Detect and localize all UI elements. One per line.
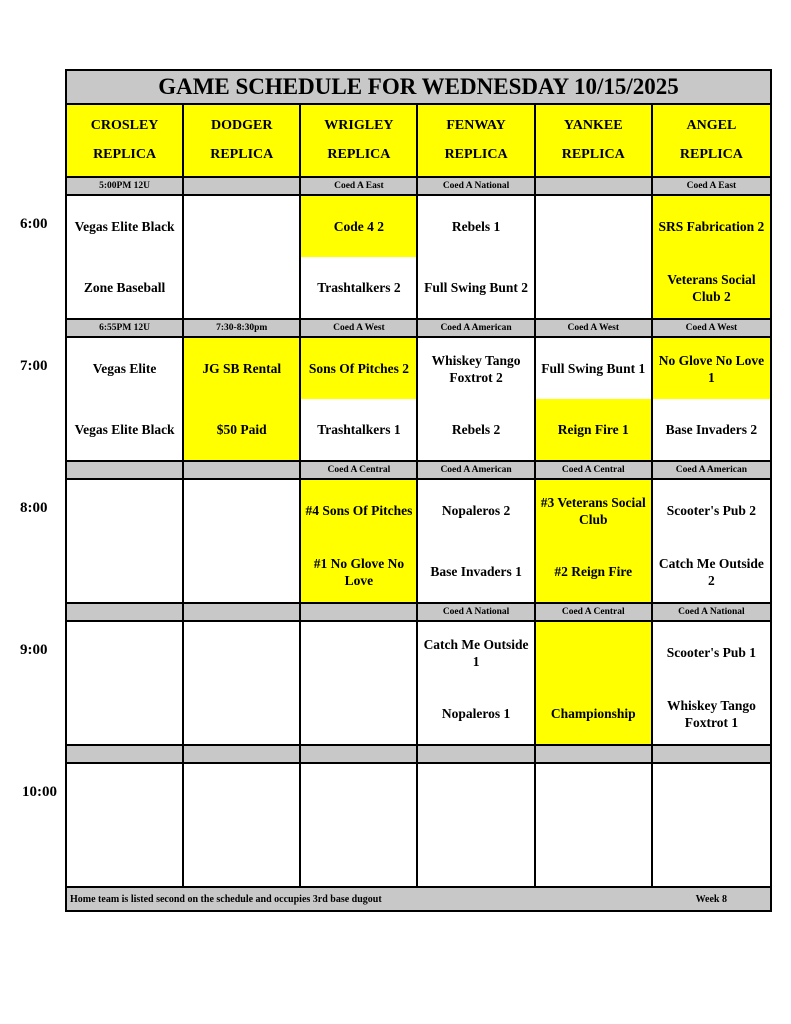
footer-note: Home team is listed second on the schedule and occupies 3rd base dugout	[70, 893, 382, 905]
time-slot-row	[67, 338, 770, 462]
time-slot-row	[67, 622, 770, 746]
away-team-cell	[184, 480, 299, 541]
division-label: Coed A National	[653, 604, 770, 620]
field-header-crosley	[67, 105, 184, 176]
field-column	[653, 764, 770, 886]
away-team-cell: Vegas Elite Black	[74, 219, 175, 234]
division-label	[418, 746, 535, 762]
division-label: Coed A West	[653, 320, 770, 336]
division-label: Coed A Central	[536, 604, 653, 620]
away-team-cell: SRS Fabrication 2	[653, 196, 770, 257]
away-team-cell	[418, 764, 533, 825]
field-column	[653, 622, 770, 744]
home-team-cell	[67, 541, 182, 602]
field-header-wrigley	[301, 105, 418, 176]
division-header-row	[67, 746, 770, 764]
away-team-cell: Full Swing Bunt 1	[541, 361, 646, 376]
field-sub: REPLICA	[327, 147, 391, 163]
division-label	[184, 604, 301, 620]
field-column	[418, 338, 535, 460]
away-team-cell	[67, 480, 182, 541]
home-team-cell: #2 Reign Fire	[536, 541, 651, 602]
home-team-cell	[67, 683, 182, 744]
field-column	[418, 764, 535, 886]
field-column	[301, 338, 418, 460]
division-label: Coed A National	[418, 178, 535, 194]
division-label: Coed A American	[418, 462, 535, 478]
division-header-row	[67, 604, 770, 622]
away-team-cell: Scooter's Pub 2	[666, 503, 757, 518]
away-team-cell	[67, 622, 182, 683]
time-slot-row	[67, 480, 770, 604]
field-column	[653, 480, 770, 602]
home-team-cell: Veterans Social Club 2	[653, 257, 770, 318]
field-name: ANGEL	[686, 117, 737, 133]
home-team-cell: Rebels 2	[451, 422, 501, 437]
field-column	[653, 196, 770, 318]
home-team-cell	[184, 257, 299, 318]
home-team-cell	[536, 825, 651, 886]
away-team-cell	[301, 622, 416, 683]
week-label: Week 8	[695, 893, 727, 905]
field-sub: REPLICA	[93, 147, 157, 163]
field-column	[418, 622, 535, 744]
field-column	[418, 196, 535, 318]
field-name: WRIGLEY	[324, 117, 394, 133]
home-team-cell: Zone Baseball	[83, 280, 166, 295]
field-column	[184, 196, 301, 318]
home-team-cell: Whiskey Tango Foxtrot 1	[666, 697, 756, 730]
time-label: 7:00	[20, 358, 48, 374]
division-label	[184, 178, 301, 194]
division-header-row	[67, 320, 770, 338]
field-name: YANKEE	[563, 117, 623, 133]
field-sub: REPLICA	[210, 147, 274, 163]
field-column	[67, 764, 184, 886]
away-team-cell	[536, 764, 651, 825]
division-label: 6:55PM 12U	[67, 320, 184, 336]
away-team-cell: JG SB Rental	[184, 338, 299, 399]
away-team-cell: Scooter's Pub 1	[666, 645, 757, 660]
away-team-cell	[184, 196, 299, 257]
home-team-cell	[184, 825, 299, 886]
division-label: Coed A East	[301, 178, 418, 194]
field-header-yankee	[536, 105, 653, 176]
division-label: Coed A American	[418, 320, 535, 336]
away-team-cell: Sons Of Pitches 2	[301, 338, 416, 399]
away-team-cell	[67, 764, 182, 825]
away-team-cell: #3 Veterans Social Club	[536, 480, 651, 541]
home-team-cell	[536, 257, 651, 318]
field-header-dodger	[184, 105, 301, 176]
division-label: Coed A American	[653, 462, 770, 478]
field-column	[67, 196, 184, 318]
division-label: Coed A West	[301, 320, 418, 336]
away-team-cell: Whiskey Tango Foxtrot 2	[431, 352, 521, 385]
division-header-row	[67, 462, 770, 480]
home-team-cell: Base Invaders 1	[430, 564, 522, 579]
division-label	[536, 746, 653, 762]
field-column	[418, 480, 535, 602]
home-team-cell	[418, 825, 533, 886]
away-team-cell	[536, 622, 651, 683]
field-column	[184, 480, 301, 602]
home-team-cell: $50 Paid	[184, 399, 299, 460]
division-label: 5:00PM 12U	[67, 178, 184, 194]
home-team-cell: Reign Fire 1	[536, 399, 651, 460]
home-team-cell	[184, 541, 299, 602]
time-label: 9:00	[20, 642, 48, 658]
home-team-cell: #1 No Glove No Love	[301, 541, 416, 602]
field-sub: REPLICA	[444, 147, 508, 163]
field-column	[67, 480, 184, 602]
field-column	[301, 622, 418, 744]
division-label	[67, 604, 184, 620]
field-name: DODGER	[211, 117, 273, 133]
division-label	[67, 462, 184, 478]
division-label: Coed A West	[536, 320, 653, 336]
home-team-cell	[67, 825, 182, 886]
division-label: 7:30-8:30pm	[184, 320, 301, 336]
field-column	[184, 338, 301, 460]
division-label	[536, 178, 653, 194]
away-team-cell: Vegas Elite	[92, 361, 157, 376]
division-label	[301, 604, 418, 620]
away-team-cell: #4 Sons Of Pitches	[301, 480, 416, 541]
away-team-cell	[301, 764, 416, 825]
footer-bar	[67, 888, 770, 910]
field-column	[536, 338, 653, 460]
schedule-sheet	[65, 69, 772, 912]
division-label: Coed A Central	[301, 462, 418, 478]
home-team-cell	[301, 825, 416, 886]
time-label: 6:00	[20, 216, 48, 232]
home-team-cell: Vegas Elite Black	[74, 422, 175, 437]
division-label	[184, 746, 301, 762]
field-column	[536, 622, 653, 744]
field-header-angel	[653, 105, 770, 176]
away-team-cell: Catch Me Outside 1	[423, 636, 529, 669]
field-column	[67, 622, 184, 744]
division-label: Coed A Central	[536, 462, 653, 478]
division-label	[653, 746, 770, 762]
field-header-row	[67, 105, 770, 178]
field-column	[536, 196, 653, 318]
home-team-cell: Catch Me Outside 2	[658, 555, 764, 588]
away-team-cell	[184, 622, 299, 683]
schedule-body	[67, 178, 770, 888]
field-column	[536, 480, 653, 602]
field-name: CROSLEY	[90, 117, 159, 133]
home-team-cell: Championship	[536, 683, 651, 744]
field-column	[536, 764, 653, 886]
field-column	[653, 338, 770, 460]
field-column	[184, 622, 301, 744]
home-team-cell	[184, 683, 299, 744]
time-label: 8:00	[20, 500, 48, 516]
field-name: FENWAY	[446, 117, 506, 133]
time-slot-row	[67, 196, 770, 320]
home-team-cell: Base Invaders 2	[665, 422, 758, 437]
away-team-cell: No Glove No Love 1	[653, 338, 770, 399]
field-header-fenway	[418, 105, 535, 176]
division-label: Coed A East	[653, 178, 770, 194]
field-sub: REPLICA	[561, 147, 625, 163]
home-team-cell	[653, 825, 770, 886]
home-team-cell: Trashtalkers 2	[317, 280, 401, 295]
page-title: GAME SCHEDULE FOR WEDNESDAY 10/15/2025	[67, 71, 770, 105]
away-team-cell	[536, 196, 651, 257]
field-sub: REPLICA	[679, 147, 743, 163]
away-team-cell: Rebels 1	[451, 219, 501, 234]
field-column	[67, 338, 184, 460]
away-team-cell: Code 4 2	[301, 196, 416, 257]
time-slot-row	[67, 764, 770, 888]
away-team-cell: Nopaleros 2	[441, 503, 511, 518]
field-column	[301, 480, 418, 602]
home-team-cell: Nopaleros 1	[441, 706, 511, 721]
away-team-cell	[184, 764, 299, 825]
division-label: Coed A National	[418, 604, 535, 620]
division-header-row	[67, 178, 770, 196]
field-column	[301, 196, 418, 318]
field-column	[301, 764, 418, 886]
division-label	[184, 462, 301, 478]
home-team-cell: Trashtalkers 1	[317, 422, 401, 437]
time-label: 10:00	[22, 784, 57, 800]
home-team-cell: Full Swing Bunt 2	[424, 280, 529, 295]
division-label	[67, 746, 184, 762]
away-team-cell	[653, 764, 770, 825]
division-label	[301, 746, 418, 762]
field-column	[184, 764, 301, 886]
home-team-cell	[301, 683, 416, 744]
